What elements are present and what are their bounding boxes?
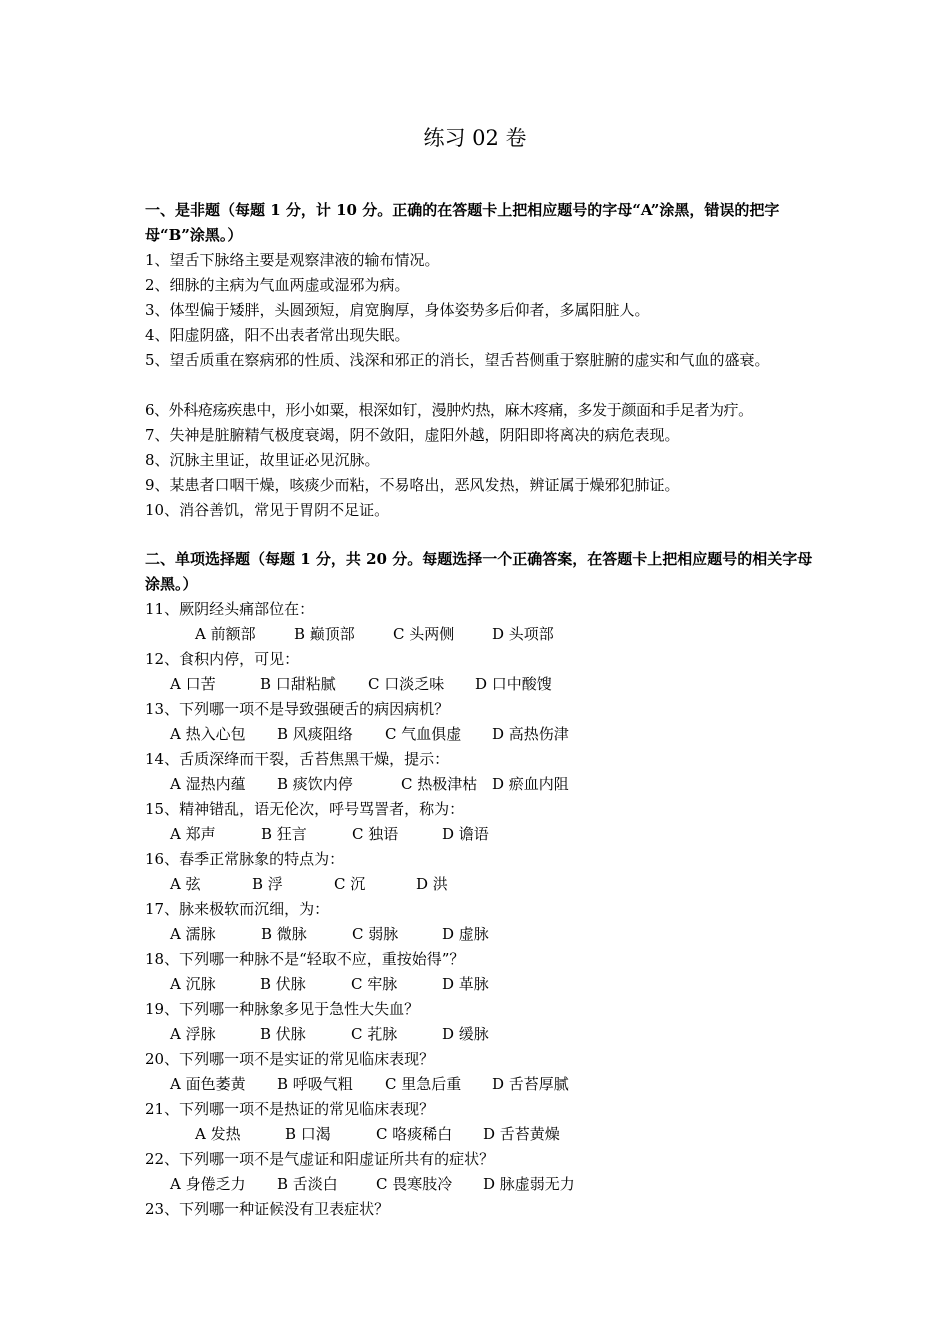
option-a: A 浮脉 [170, 1025, 216, 1043]
question-18: 18、下列哪一种脉不是“轻取不应，重按始得”？ [145, 950, 465, 968]
question-16: 16、春季正常脉象的特点为： [145, 850, 345, 868]
question-14: 14、舌质深绛而干裂，舌苔焦黑干燥，提示： [145, 750, 450, 768]
option-a: A 热入心包 [170, 725, 246, 743]
option-b: B 口渴 [285, 1125, 331, 1143]
option-b: B 呼吸气粗 [277, 1075, 353, 1093]
option-b: B 舌淡白 [277, 1175, 338, 1193]
question-15: 15、精神错乱，语无伦次，呼号骂詈者，称为： [145, 800, 465, 818]
question-6: 6、外科疮疡疾患中，形小如粟，根深如钉，漫肿灼热，麻木疼痛，多发于颜面和手足者为疔。 [145, 401, 753, 419]
option-c: C 气血俱虚 [385, 725, 462, 743]
option-a: A 濡脉 [170, 925, 216, 943]
option-c: C 芤脉 [351, 1025, 398, 1043]
options-11 [195, 622, 554, 647]
options-20 [170, 1072, 569, 1097]
question-9: 9、某患者口咽干燥，咳痰少而粘，不易咯出，恶风发热，辨证属于燥邪犯肺证。 [145, 476, 680, 494]
options-17 [170, 922, 489, 947]
option-c: C 热极津枯 [401, 775, 478, 793]
options-12 [170, 672, 552, 697]
option-a: A 沉脉 [170, 975, 216, 993]
page-title: 练习 02 卷 [423, 126, 527, 150]
option-b: B 口甜粘腻 [260, 675, 336, 693]
option-b: B 伏脉 [260, 1025, 306, 1043]
option-d: D 高热伤津 [492, 725, 569, 743]
option-d: D 虚脉 [442, 925, 489, 943]
option-b: B 伏脉 [260, 975, 306, 993]
option-b: B 浮 [252, 875, 283, 893]
option-b: B 巅顶部 [294, 625, 355, 643]
option-c: C 里急后重 [385, 1075, 462, 1093]
option-c: C 咯痰稀白 [376, 1125, 453, 1143]
question-13: 13、下列哪一项不是导致强硬舌的病因病机？ [145, 700, 450, 718]
option-a: A 发热 [195, 1125, 241, 1143]
option-d: D 舌苔厚腻 [492, 1075, 569, 1093]
option-a: A 前额部 [195, 625, 256, 643]
question-19: 19、下列哪一种脉象多见于急性大失血？ [145, 1000, 420, 1018]
option-d: D 口中酸馊 [475, 675, 552, 693]
option-d: D 洪 [416, 875, 448, 893]
option-d: D 革脉 [442, 975, 489, 993]
options-16 [170, 872, 448, 897]
question-7: 7、失神是脏腑精气极度衰竭，阴不敛阳，虚阳外越，阴阳即将离决的病危表现。 [145, 426, 680, 444]
options-14 [170, 772, 569, 797]
question-23: 23、下列哪一种证候没有卫表症状？ [145, 1200, 390, 1218]
options-18 [170, 972, 489, 997]
question-20: 20、下列哪一项不是实证的常见临床表现？ [145, 1050, 435, 1068]
options-22 [170, 1172, 575, 1197]
option-c: C 牢脉 [351, 975, 398, 993]
option-a: A 湿热内蕴 [170, 775, 246, 793]
question-12: 12、食积内停，可见： [145, 650, 300, 668]
question-8: 8、沉脉主里证，故里证必见沉脉。 [145, 451, 380, 469]
question-10: 10、消谷善饥，常见于胃阴不足证。 [145, 501, 390, 519]
option-d: D 谵语 [442, 825, 489, 843]
question-4: 4、阳虚阴盛，阳不出表者常出现失眠。 [145, 326, 410, 344]
option-c: C 头两侧 [393, 625, 455, 643]
option-a: A 面色萎黄 [170, 1075, 246, 1093]
option-d: D 头项部 [492, 625, 554, 643]
option-d: D 缓脉 [442, 1025, 489, 1043]
option-b: B 风痰阻络 [277, 725, 353, 743]
section-2-heading: 二、单项选择题（每题 1 分，共 20 分。每题选择一个正确答案，在答题卡上把相应题号的相关字母涂黑。） [145, 550, 813, 593]
option-a: A 口苦 [170, 675, 216, 693]
options-13 [170, 722, 569, 747]
option-b: B 痰饮内停 [277, 775, 353, 793]
option-c: C 独语 [352, 825, 399, 843]
option-c: C 口淡乏味 [368, 675, 445, 693]
options-21 [195, 1122, 560, 1147]
option-a: A 郑声 [170, 825, 216, 843]
options-15 [170, 822, 489, 847]
option-d: D 脉虚弱无力 [483, 1175, 575, 1193]
option-c: C 弱脉 [352, 925, 399, 943]
question-5: 5、望舌质重在察病邪的性质、浅深和邪正的消长，望舌苔侧重于察脏腑的虚实和气血的盛衰。 [145, 351, 770, 369]
option-c: C 畏寒肢冷 [376, 1175, 453, 1193]
question-2: 2、细脉的主病为气血两虚或湿邪为病。 [145, 276, 410, 294]
question-22: 22、下列哪一项不是气虚证和阳虚证所共有的症状？ [145, 1150, 495, 1168]
section-1-heading: 一、是非题（每题 1 分，计 10 分。正确的在答题卡上把相应题号的字母“A”涂黑，错误的把字母“B”涂黑。） [145, 201, 780, 244]
option-a: A 身倦乏力 [170, 1175, 246, 1193]
question-17: 17、脉来极软而沉细，为： [145, 900, 330, 918]
option-b: B 狂言 [261, 825, 307, 843]
option-d: D 舌苔黄燥 [483, 1125, 560, 1143]
question-1: 1、望舌下脉络主要是观察津液的输布情况。 [145, 251, 440, 269]
option-c: C 沉 [334, 875, 366, 893]
question-21: 21、下列哪一项不是热证的常见临床表现？ [145, 1100, 435, 1118]
options-19 [170, 1022, 489, 1047]
question-11: 11、厥阴经头痛部位在： [145, 600, 315, 618]
question-3: 3、体型偏于矮胖，头圆颈短，肩宽胸厚，身体姿势多后仰者，多属阳脏人。 [145, 301, 650, 319]
option-a: A 弦 [170, 875, 201, 893]
option-b: B 微脉 [261, 925, 307, 943]
option-d: D 瘀血内阻 [492, 775, 569, 793]
